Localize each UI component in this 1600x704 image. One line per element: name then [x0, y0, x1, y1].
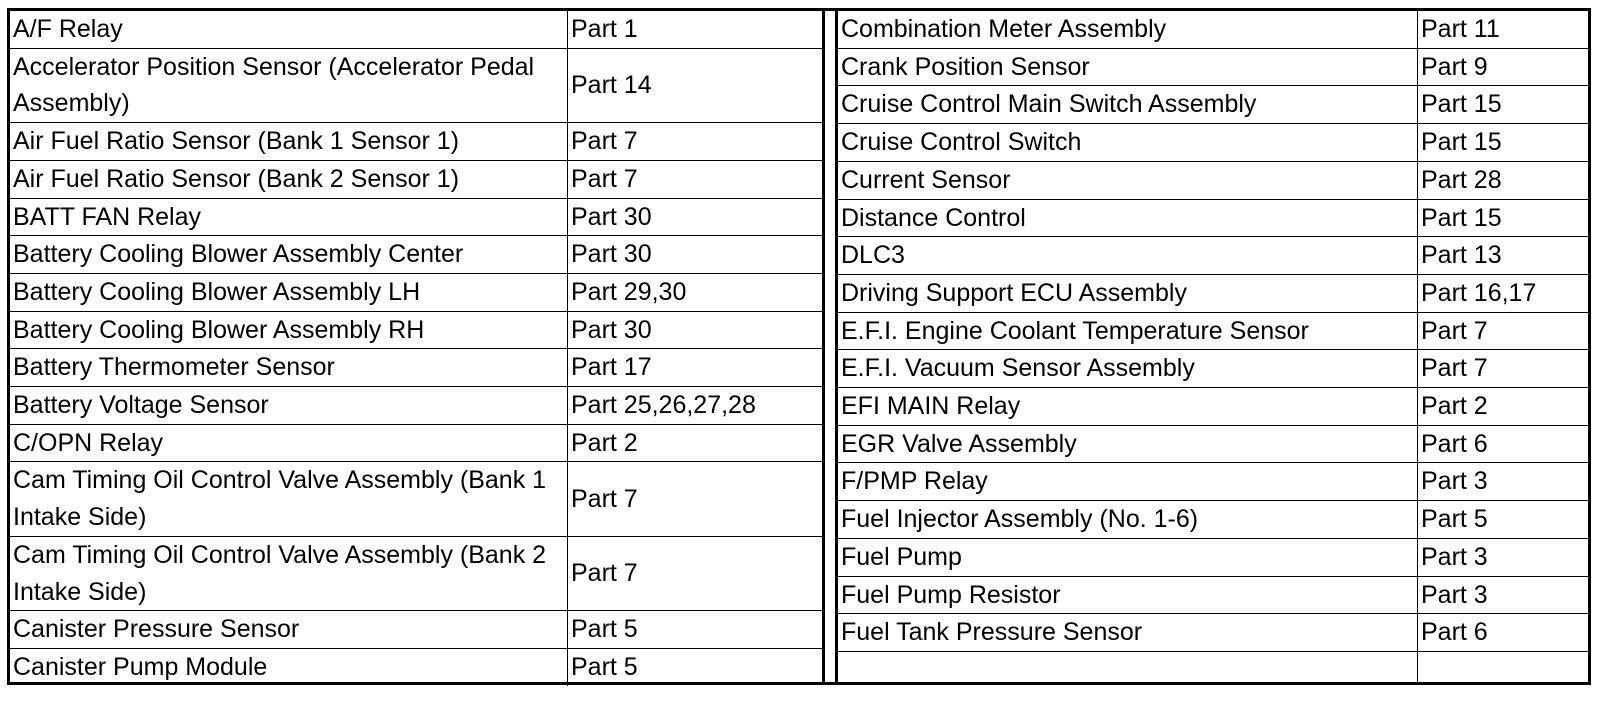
component-name: E.F.I. Engine Coolant Temperature Sensor	[838, 313, 1418, 350]
part-reference: Part 7	[1421, 354, 1488, 383]
table-row	[838, 275, 1588, 313]
component-name: Canister Pump Module	[10, 649, 568, 686]
part-reference: Part 7	[571, 127, 638, 156]
table-row	[10, 349, 822, 387]
component-name: Cam Timing Oil Control Valve Assembly (Bank 2 Intake Side)	[10, 537, 568, 610]
part-reference: Part 30	[571, 240, 652, 269]
part-reference: Part 15	[1421, 128, 1502, 157]
part-reference: Part 16,17	[1421, 278, 1537, 307]
component-name: Canister Pressure Sensor	[10, 611, 568, 648]
component-name: Fuel Pump Resistor	[838, 577, 1418, 614]
component-name: DLC3	[838, 237, 1418, 274]
component-name: Fuel Pump	[838, 539, 1418, 576]
component-name: Driving Support ECU Assembly	[838, 275, 1418, 312]
part-reference: Part 5	[571, 652, 638, 681]
table-row	[10, 611, 822, 649]
part-reference: Part 2	[1421, 392, 1488, 421]
table-row	[838, 124, 1588, 162]
table-row	[838, 313, 1588, 351]
table-row	[10, 649, 822, 686]
table-row	[838, 86, 1588, 124]
part-reference: Part 9	[1421, 52, 1488, 81]
part-reference	[1418, 652, 1588, 682]
component-name: Cruise Control Switch	[838, 124, 1418, 161]
table-row	[10, 387, 822, 425]
table-row	[838, 350, 1588, 388]
table-row	[838, 501, 1588, 539]
component-name: E.F.I. Vacuum Sensor Assembly	[838, 350, 1418, 387]
table-row	[838, 463, 1588, 501]
component-name: Cruise Control Main Switch Assembly	[838, 86, 1418, 123]
table-row	[10, 161, 822, 199]
part-reference: Part 3	[1421, 467, 1488, 496]
part-reference: Part 6	[1421, 618, 1488, 647]
table-row	[10, 425, 822, 463]
part-reference: Part 11	[1421, 15, 1500, 43]
table-row	[10, 123, 822, 161]
part-reference: Part 15	[1421, 90, 1502, 119]
component-name: Accelerator Position Sensor (Accelerator Pedal Assembly)	[10, 49, 568, 122]
part-reference: Part 6	[1421, 429, 1488, 458]
table-row	[838, 49, 1588, 87]
component-name: Combination Meter Assembly	[838, 11, 1418, 48]
component-name: Fuel Tank Pressure Sensor	[838, 614, 1418, 651]
part-reference: Part 7	[571, 484, 638, 513]
table-row	[838, 426, 1588, 464]
column-divider	[825, 11, 835, 682]
table-row	[838, 614, 1588, 652]
part-reference: Part 5	[571, 615, 638, 644]
component-name: C/OPN Relay	[10, 425, 568, 462]
component-name: Air Fuel Ratio Sensor (Bank 2 Sensor 1)	[10, 161, 568, 198]
part-reference: Part 3	[1421, 580, 1488, 609]
table-row	[838, 539, 1588, 577]
component-name: Battery Thermometer Sensor	[10, 349, 568, 386]
part-reference: Part 13	[1421, 241, 1502, 270]
table-row	[838, 237, 1588, 275]
component-name: Distance Control	[838, 200, 1418, 237]
part-reference: Part 30	[571, 315, 652, 344]
table-row	[838, 200, 1588, 238]
part-reference: Part 25,26,27,28	[571, 391, 756, 420]
component-location-table	[7, 8, 1591, 685]
part-reference: Part 7	[571, 164, 638, 193]
component-name: Battery Cooling Blower Assembly Center	[10, 236, 568, 273]
table-row	[10, 11, 822, 49]
component-name: Battery Cooling Blower Assembly RH	[10, 312, 568, 349]
table-row	[10, 274, 822, 312]
right-panel	[835, 11, 1588, 682]
component-name: EFI MAIN Relay	[838, 388, 1418, 425]
part-reference: Part 30	[571, 202, 652, 231]
component-name: Battery Cooling Blower Assembly LH	[10, 274, 568, 311]
component-name: Cam Timing Oil Control Valve Assembly (Bank 1 Intake Side)	[10, 462, 568, 535]
part-reference: Part 7	[571, 559, 638, 588]
part-reference: Part 1	[571, 15, 638, 43]
table-row	[10, 236, 822, 274]
component-name: F/PMP Relay	[838, 463, 1418, 500]
part-reference: Part 3	[1421, 542, 1488, 571]
part-reference: Part 14	[571, 71, 652, 100]
component-name: Fuel Injector Assembly (No. 1-6)	[838, 501, 1418, 538]
part-reference: Part 29,30	[571, 277, 687, 306]
component-name: Air Fuel Ratio Sensor (Bank 1 Sensor 1)	[10, 123, 568, 160]
component-name: BATT FAN Relay	[10, 199, 568, 236]
table-row	[10, 199, 822, 237]
table-row	[838, 577, 1588, 615]
component-name: Current Sensor	[838, 162, 1418, 199]
component-name: A/F Relay	[10, 11, 568, 48]
table-row	[10, 462, 822, 536]
table-row	[838, 11, 1588, 49]
part-reference: Part 28	[1421, 165, 1502, 194]
part-reference: Part 17	[571, 353, 652, 382]
part-reference: Part 7	[1421, 316, 1488, 345]
table-row	[838, 162, 1588, 200]
component-name: EGR Valve Assembly	[838, 426, 1418, 463]
table-row	[10, 537, 822, 611]
table-row	[838, 388, 1588, 426]
table-row	[10, 312, 822, 350]
component-name: Crank Position Sensor	[838, 49, 1418, 86]
table-row	[10, 49, 822, 123]
left-panel	[10, 11, 825, 682]
component-name: Battery Voltage Sensor	[10, 387, 568, 424]
part-reference: Part 5	[1421, 505, 1488, 534]
table-row-empty	[838, 652, 1588, 682]
part-reference: Part 2	[571, 428, 638, 457]
part-reference: Part 15	[1421, 203, 1502, 232]
component-name	[838, 652, 1418, 682]
